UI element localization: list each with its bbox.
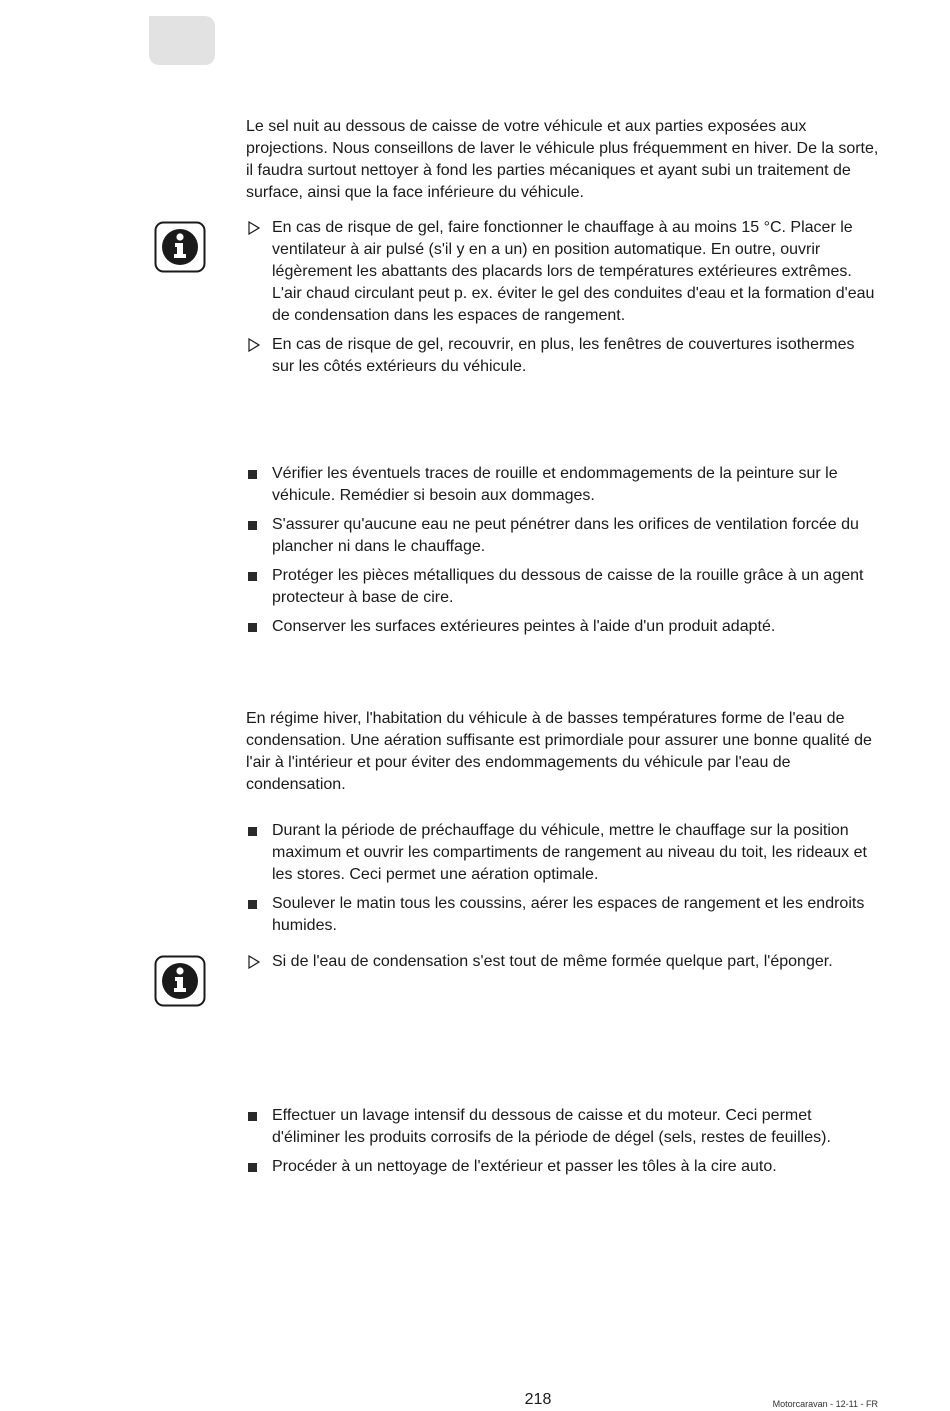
list-item	[246, 820, 880, 886]
square-bullet-icon	[248, 623, 257, 632]
list-item	[246, 893, 880, 937]
list-item-text: Soulever le matin tous les coussins, aérer les espaces de rangement et les endroits humides.	[272, 895, 865, 934]
intro-section	[246, 116, 880, 204]
square-bullet-icon	[248, 1163, 257, 1172]
list-item-text: Procéder à un nettoyage de l'extérieur et passer les tôles à la cire auto.	[272, 1158, 777, 1175]
list-item	[246, 1156, 880, 1178]
page-number: 218	[524, 1391, 552, 1408]
info-item-text: En cas de risque de gel, recouvrir, en plus, les fenêtres de couvertures isothermes sur les côtés extérieurs du véhicule.	[272, 336, 855, 375]
maintenance-list	[246, 463, 880, 645]
square-bullet-icon	[248, 900, 257, 909]
condensation-section	[246, 708, 880, 796]
triangle-bullet-icon	[247, 338, 261, 352]
chapter-tab-marker	[149, 16, 215, 65]
info-item	[246, 951, 880, 973]
square-bullet-icon	[248, 521, 257, 530]
info-item	[246, 334, 880, 378]
list-item	[246, 514, 880, 558]
list-item-text: Durant la période de préchauffage du véhicule, mettre le chauffage sur la position maximum et ouvrir les compartiments de rangement au niveau du toit, les rideaux et les stores. Ceci permet une aération optimale.	[272, 822, 867, 883]
square-bullet-icon	[248, 827, 257, 836]
list-item-text: S'assurer qu'aucune eau ne peut pénétrer dans les orifices de ventilation forcée du plancher ni dans le chauffage.	[272, 516, 859, 555]
list-item-text: Conserver les surfaces extérieures peintes à l'aide d'un produit adapté.	[272, 618, 776, 635]
document-label: Motorcaravan - 12-11 - FR	[772, 1399, 878, 1409]
info-item	[246, 217, 880, 327]
list-item-text: Effectuer un lavage intensif du dessous de caisse et du moteur. Ceci permet d'éliminer les produits corrosifs de la période de dégel (sels, restes de feuilles).	[272, 1107, 831, 1146]
list-item	[246, 565, 880, 609]
square-bullet-icon	[248, 470, 257, 479]
list-item-text: Vérifier les éventuels traces de rouille et endommagements de la peinture sur le véhicule. Remédier si besoin aux dommages.	[272, 465, 838, 504]
list-item-text: Protéger les pièces métalliques du dessous de caisse de la rouille grâce à un agent protecteur à base de cire.	[272, 567, 864, 606]
info-item-text: Si de l'eau de condensation s'est tout de même formée quelque part, l'éponger.	[272, 953, 833, 970]
info-icon	[154, 221, 206, 273]
triangle-bullet-icon	[247, 955, 261, 969]
info-icon	[154, 955, 206, 1007]
square-bullet-icon	[248, 1112, 257, 1121]
intro-paragraph: Le sel nuit au dessous de caisse de votre véhicule et aux parties exposées aux projections. Nous conseillons de laver le véhicule plus fréquemment en hiver. De la sorte, il faudra surtout nettoyer à fond les parties mécaniques et ayant subi un traitement de surface, ainsi que la face inférieure du véhicule.	[246, 118, 879, 201]
ventilation-list	[246, 820, 880, 944]
info-block-1	[246, 217, 880, 385]
info-block-2	[246, 951, 880, 980]
list-item	[246, 463, 880, 507]
square-bullet-icon	[248, 572, 257, 581]
condensation-paragraph: En régime hiver, l'habitation du véhicule à de basses températures forme de l'eau de condensation. Une aération suffisante est primordiale pour assurer une bonne qualité de l'air à l'intérieur et pour éviter des endommagements du véhicule par l'eau de condensation.	[246, 710, 872, 793]
list-item	[246, 1105, 880, 1149]
list-item	[246, 616, 880, 638]
triangle-bullet-icon	[247, 221, 261, 235]
spring-cleaning-list	[246, 1105, 880, 1185]
info-item-text: En cas de risque de gel, faire fonctionner le chauffage à au moins 15 °C. Placer le ventilateur à air pulsé (s'il y en a un) en position automatique. En outre, ouvrir légèrement les abattants des placards lors de températures extérieures extrêmes. L'air chaud circulant peut p. ex. éviter le gel des conduites d'eau et la formation d'eau de condensation dans les espaces de rangement.	[272, 219, 875, 324]
